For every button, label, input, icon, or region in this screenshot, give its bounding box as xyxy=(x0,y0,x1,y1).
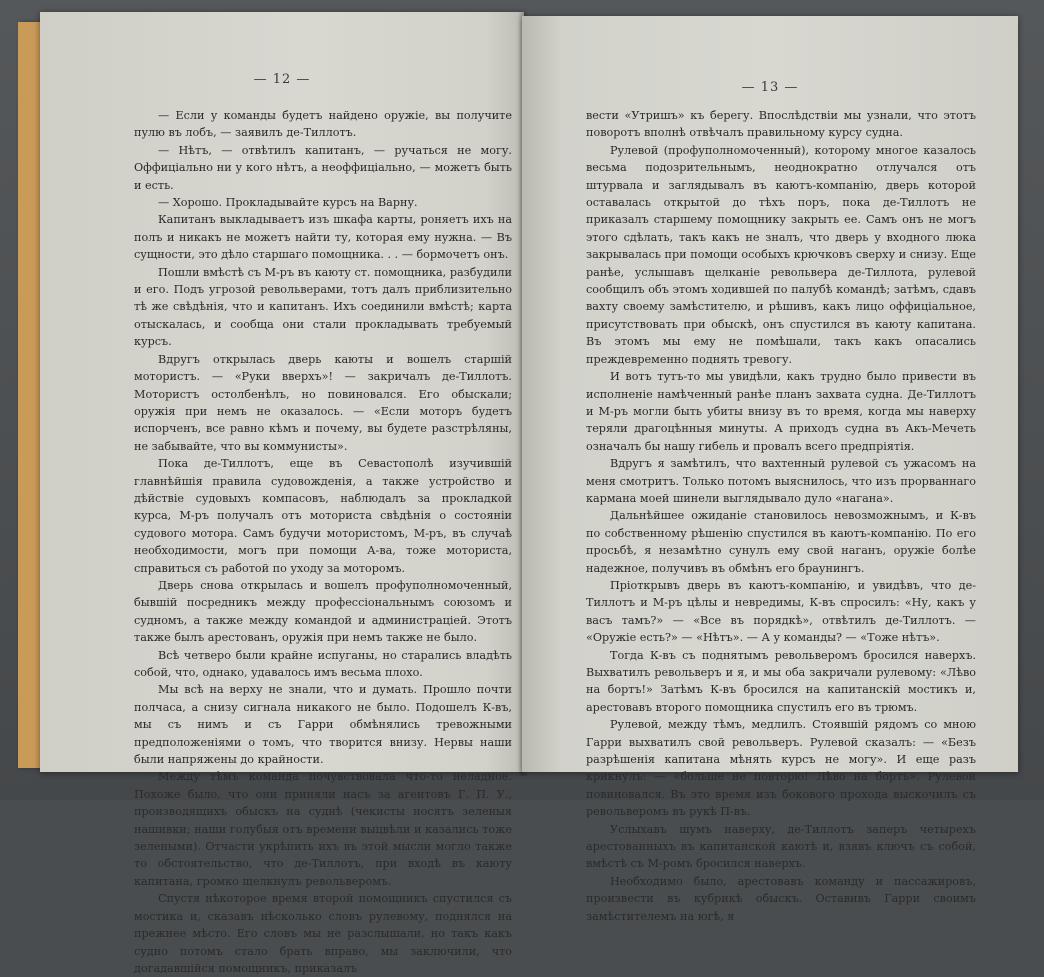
paragraph: Пошли вмѣстѣ съ М-ръ въ каюту ст. помощника, разбудили и его. Подъ угрозой револьверами, тотъ далъ приблизительно тѣ же свѣдѣнія, что и капитанъ. Ихъ соединили вмѣстѣ; карта отыскалась, и сообща они стали прокладывать требуемый курсъ. xyxy=(134,265,512,349)
right-page-text xyxy=(586,107,976,925)
paragraph: Пока де-Тиллотъ, еще въ Севастополѣ изучившій главнѣйшія правила судовожденія, а также устройство и дѣйствіе судовыхъ компасовъ, наблюдалъ за прокладкой курса, М-ръ получалъ отъ моториста свѣдѣнія о состояніи судового мотора. Самъ будучи мотористомъ, М-ръ, въ случаѣ необходимости, могъ при помощи А-ва, тоже моториста, справиться съ работой по уходу за моторомъ. xyxy=(134,457,512,575)
paragraph: Рулевой (профуполномоченный), которому многое казалось весьма подозрительнымъ, неоднократно отлучался отъ штурвала и заглядывалъ въ каютъ-компанію, дверь которой оставалась открытой до тѣхъ поръ, пока де-Тиллотъ не приказалъ старшему помощнику закрыть ее. Самъ онъ не могъ этого сдѣлать, такъ какъ не зналъ, что дверь у входного люка закрывалась при помощи особыхъ крючковъ сверху и снизу. Еще ранѣе, услышавъ щелканіе револьвера де-Тиллота, рулевой сообщилъ объ этомъ ходившей по палубѣ командѣ; затѣмъ, сдавъ вахту своему замѣстителю, и рѣшивъ, какъ лицо оффиціальное, присутствовать при обыскѣ, онъ спустился въ каюту капитана. Въ этомъ мы ему не помѣшали, такъ какъ опасались преждевременно поднять тревогу. xyxy=(586,143,976,366)
paragraph: — Нѣтъ, — отвѣтилъ капитанъ, — ручаться не могу. Оффиціально ни у кого нѣтъ, а неоффиціально, — можетъ быть и есть. xyxy=(134,143,512,192)
paragraph: Вдругъ я замѣтилъ, что вахтенный рулевой съ ужасомъ на меня смотритъ. Только потомъ выяснилось, что изъ прорваннаго кармана моей шинели выглядывало дуло «нагана». xyxy=(586,457,976,505)
paragraph: Рулевой, между тѣмъ, медлилъ. Стоявшій рядомъ со мною Гарри выхватилъ свой револьверъ. Рулевой сказалъ: — «Безъ разрѣшенія капитана мѣнять курсъ не могу». И еще разъ крикнулъ: — «больше не повторю! Лѣво на бортъ». Рулевой повиновался. Въ это время изъ бокового прохода выскочилъ съ револьверомъ въ рукѣ П-въ. xyxy=(586,718,976,819)
paragraph: Дальнѣйшее ожиданіе становилось невозможнымъ, и К-въ по собственному рѣшенію спустился въ каютъ-компанію. По его просьбѣ, я незамѣтно сунулъ ему свой наганъ, оружіе болѣе надежное, получивъ въ обмѣнъ его браунингъ. xyxy=(586,509,976,575)
paragraph: Услыхавъ шумъ наверху, де-Тиллотъ заперъ четырехъ арестованныхъ въ капитанской каютѣ и, взявъ ключъ съ собой, вмѣстѣ съ М-ромъ бросился наверхъ. xyxy=(586,822,976,871)
page-number-right: — 13 — xyxy=(741,80,799,95)
paragraph: вести «Утришъ» къ берегу. Впослѣдствіи мы узнали, что этотъ поворотъ вполнѣ отвѣчалъ правильному курсу судна. xyxy=(586,109,976,140)
page-number-left: — 12 — xyxy=(253,72,311,87)
book-spread xyxy=(18,12,1028,975)
paragraph: — Если у команды будетъ найдено оружіе, вы получите пулю въ лобъ, — заявилъ де-Тиллотъ. xyxy=(134,109,512,140)
left-page-text xyxy=(134,107,512,977)
paragraph: Дверь снова открылась и вошелъ профуполномоченный, бывшій посредникъ между профессіональнымъ союзомъ и судномъ, а также между командой и администраціей. Этотъ также былъ арестованъ, оружія при немъ также не было. xyxy=(134,578,512,645)
paragraph: Тогда К-въ съ поднятымъ револьверомъ бросился наверхъ. Выхватилъ револьверъ и я, и мы оба закричали рулевому: «Лѣво на бортъ!» Затѣмъ К-въ бросился на капитанскій мостикъ и, арестовавъ второго помощника спустилъ его въ трюмъ. xyxy=(586,648,976,714)
paragraph: Вдругъ открылась дверь каюты и вошелъ старшій мотористъ. — «Руки вверхъ»! — закричалъ де-Тиллотъ. Мотористъ остолбенѣлъ, но повиновался. Его обыскали; оружія при немъ не оказалось. — «Если моторъ будетъ испорченъ, все равно кѣмъ и почему, вы будете разстрѣляны, не забывайте, что вы коммунисты». xyxy=(134,352,512,453)
paragraph: — Хорошо. Прокладывайте курсъ на Варну. xyxy=(158,196,418,210)
paragraph: Капитанъ выкладываетъ изъ шкафа карты, роняетъ ихъ на полъ и никакъ не можетъ найти ту, которая ему нужна. — Въ сущности, это дѣло старшаго помощника. . . — бормочетъ онъ. xyxy=(134,213,512,262)
book-cover-edge xyxy=(18,22,42,768)
paragraph: Пріоткрывъ дверь въ каютъ-компанію, и увидѣвъ, что де-Тиллотъ и М-ръ цѣлы и невредимы, К-въ спросилъ: «Ну, какъ у васъ тамъ?» — «Все въ порядкѣ», отвѣтилъ де-Тиллотъ. — «Оружіе есть?» — «Нѣтъ». — А у команды? — «Тоже нѣтъ». xyxy=(586,578,976,645)
paragraph: Необходимо было, арестовавъ команду и пассажировъ, произвести въ кубрикѣ обыскъ. Оставивъ Гарри своимъ замѣстителемъ на югѣ, я xyxy=(586,874,976,923)
paragraph: Спустя нѣкоторое время второй помощникъ спустился съ мостика и, сказавъ нѣсколько словъ рулевому, поднялся на прежнее мѣсто. Его словъ мы не разслышали, но такъ какъ судно потомъ стало брать вправо, мы заключили, что догадавшійся помощникъ, приказалъ xyxy=(134,892,512,975)
paragraph: Всѣ четверо были крайне испуганы, но старались владѣть собой, что, однако, удавалось имъ весьма плохо. xyxy=(134,648,512,679)
paragraph: Мы всѣ на верху не знали, что и думать. Прошло почти полчаса, а снизу сигнала никакого не было. Подошелъ К-въ, мы съ нимъ и съ Гарри обмѣнялись тревожными предположеніями о томъ, что творится внизу. Нервы наши были напряжены до крайности. xyxy=(134,683,512,767)
paragraph: Между тѣмъ команда почувствовала что-то неладное. Похоже было, что они приняли насъ за агентовъ Г. П. У., производящихъ обыскъ на суднѣ (чекисты носятъ зеленыя нашивки; наши голубыя отъ времени выцвѣли и казались тоже зелеными). Отчасти укрѣпить ихъ въ этой мысли могло также то обстоятельство, что де-Тиллотъ, при входѣ въ каюту капитана, громко щелкнулъ револьверомъ. xyxy=(134,770,512,888)
left-page xyxy=(40,12,524,975)
right-page xyxy=(522,16,1018,923)
paragraph: И вотъ тутъ-то мы увидѣли, какъ трудно было привести въ исполненіе намѣченный ранѣе планъ захвата судна. Де-Тиллотъ и М-ръ могли быть убиты внизу въ то время, когда мы наверху теряли драгоцѣнныя минуты. А приходъ судна въ Акъ-Мечеть означалъ бы нашу гибель и провалъ всего предпріятія. xyxy=(586,370,976,453)
